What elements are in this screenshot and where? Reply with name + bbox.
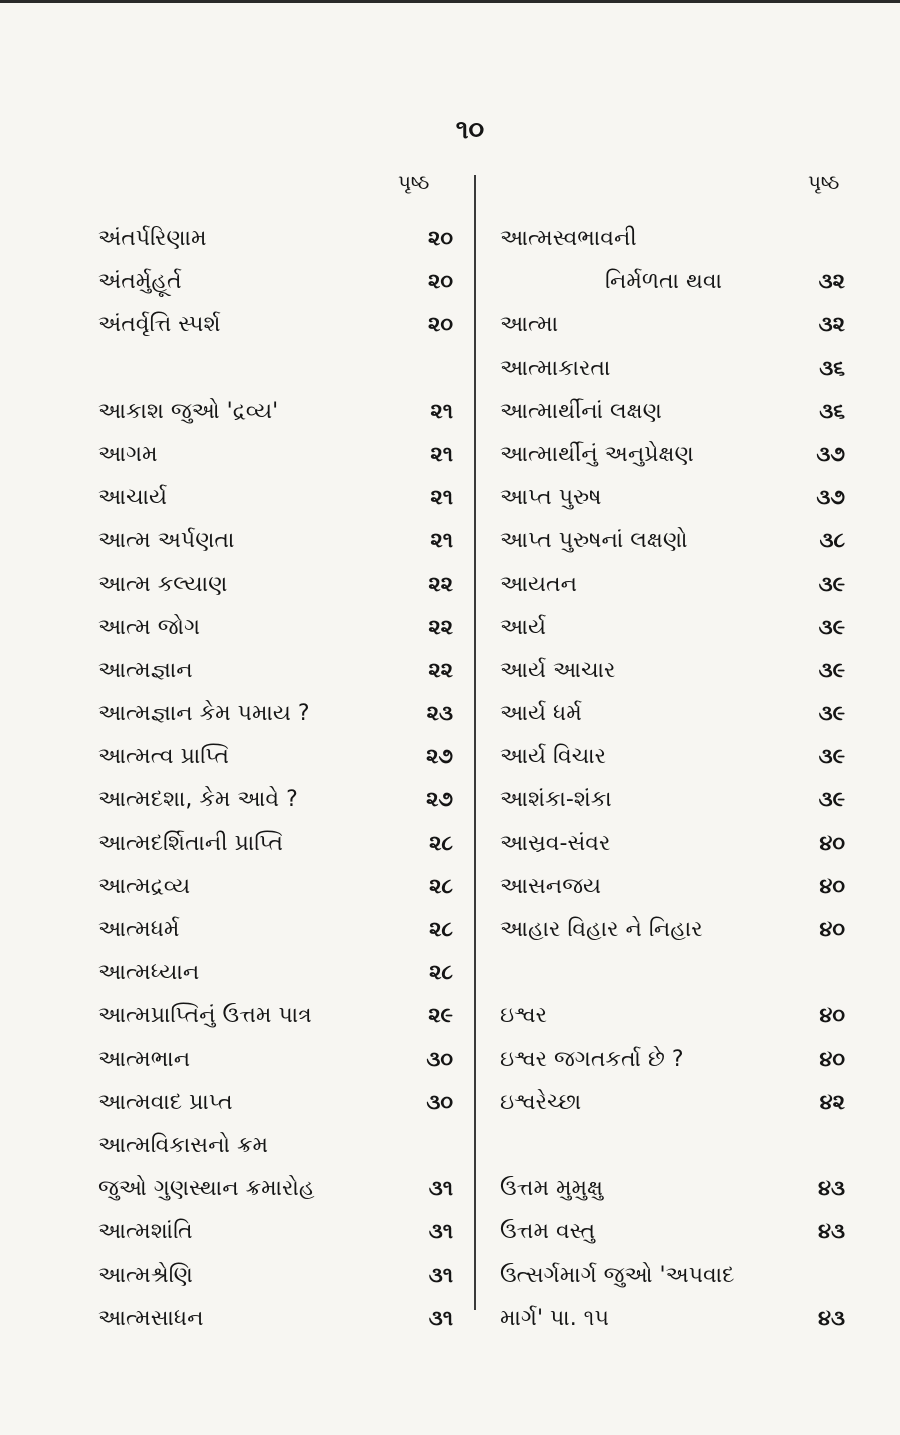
index-term: આત્માર્થીનાં લક્ષણ [500,398,662,424]
index-page: ૨૮ [429,917,453,941]
index-page: ૨૮ [429,960,453,985]
index-entry [500,692,845,735]
index-page: ૪૦ [819,1003,845,1028]
index-term: આસનજય [500,873,602,899]
index-term: આપ્ત પુરુષનાં લક્ષણો [500,528,688,554]
index-page: ૩૯ [818,744,845,769]
index-page: ૪૩ [817,1219,845,1244]
index-term: અંતર્મુહૂર્ત [98,269,182,295]
index-blank-row [500,1124,845,1167]
right-index-column [500,217,845,1340]
index-term: માર્ગ' પા. ૧૫ [500,1305,609,1331]
index-entry [500,433,845,476]
index-entry [98,390,453,433]
page-number: ૧૦ [455,115,485,145]
index-page: ૩૯ [818,657,845,682]
index-entry [98,1210,453,1253]
index-entry [98,1254,453,1297]
index-entry [98,217,453,260]
index-page: ૩૬ [819,398,845,423]
index-entry [500,347,845,390]
index-term: આત્મા [500,312,559,338]
index-page: ૩૨ [818,269,845,294]
index-entry [98,433,453,476]
index-entry [500,217,845,260]
index-entry [500,1297,845,1340]
index-term: અંતર્પરિણામ [98,226,207,251]
top-border-rule [0,0,900,3]
index-entry [98,908,453,951]
index-entry [500,260,845,303]
index-entry [500,563,845,606]
index-page: ૨૭ [426,744,453,769]
index-entry [98,260,453,303]
index-term: ઇશ્વરેચ્છા [500,1089,582,1115]
index-page: ૨૩ [426,701,453,726]
right-page-header: પૃષ્ઠ [808,170,840,194]
index-page: ૪૦ [819,1046,845,1071]
index-page: ૨૨ [428,657,453,682]
index-entry [98,692,453,735]
index-term: આયતન [500,571,577,597]
index-term: આત્મજ્ઞાન [98,657,193,683]
index-entry [98,563,453,606]
index-term: આગમ [98,441,158,467]
index-term: આત્મદશા, કેમ આવે ? [98,787,298,813]
index-term: આત્મસાધન [98,1305,204,1331]
index-entry [500,390,845,433]
index-term: આત્મસ્વભાવની [500,226,637,251]
index-term: આર્ય [500,614,547,640]
index-entry [500,649,845,692]
index-page: ૨૧ [430,441,453,466]
index-page: ૨૭ [426,787,453,812]
index-term: આત્મત્વ પ્રાપ્તિ [98,744,230,770]
index-term: આત્માર્થીનું અનુપ્રેક્ષણ [500,441,694,467]
index-page: ૪૦ [819,917,845,941]
left-page-header: પૃષ્ઠ [398,170,430,194]
index-term: આત્મધ્યાન [98,960,200,986]
index-page: ૨૦ [428,269,453,294]
index-term: આત્મશાંતિ [98,1219,193,1245]
index-page: ૩૧ [428,1219,453,1244]
index-term: આત્મદર્શિતાની પ્રાપ્તિ [98,830,283,856]
index-term: આત્મપ્રાપ્તિનું ઉત્તમ પાત્ર [98,1003,312,1029]
index-entry [500,606,845,649]
index-page: ૪૩ [817,1305,845,1330]
index-term: આત્મ અર્પણતા [98,528,235,554]
index-blank-row [98,347,453,390]
index-entry [98,1081,453,1124]
index-term: આત્મભાન [98,1046,191,1072]
index-term: આત્મ જોગ [98,614,201,640]
index-term: ઉત્સર્ગમાર્ગ જુઓ 'અપવાદ [500,1262,735,1288]
index-entry [500,1038,845,1081]
index-entry [500,994,845,1037]
index-term: આત્મવાદ પ્રાપ્ત [98,1089,233,1115]
index-entry [98,1297,453,1340]
index-term: આકાશ જુઓ 'દ્રવ્ય' [98,398,279,424]
index-entry [98,994,453,1037]
index-entry [500,865,845,908]
index-entry [98,822,453,865]
index-term: આત્મધર્મ [98,917,180,942]
index-term: જુઓ ગુણસ્થાન ક્રમારોહ [98,1176,315,1202]
index-entry [500,1254,845,1297]
index-term: આત્મવિકાસનો ક્રમ [98,1132,269,1158]
index-entry [98,303,453,346]
index-entry [500,1210,845,1253]
index-page: ૨૯ [428,1003,453,1028]
index-entry [98,1167,453,1210]
index-term: આચાર્ય [98,485,167,511]
index-page: ૨૦ [428,312,453,337]
index-page: ૨૮ [429,873,453,898]
index-term: ઉત્તમ મુમુક્ષુ [500,1176,604,1202]
index-entry [98,1038,453,1081]
index-entry [500,519,845,562]
index-entry [500,822,845,865]
index-term: આર્ય વિચાર [500,744,607,770]
index-term: આશંકા-શંકા [500,787,612,813]
index-term-continuation: નિર્મળતા થવા [605,269,722,295]
index-page: ૩૧ [428,1262,453,1287]
index-entry [98,865,453,908]
index-page: ૪૦ [819,873,845,898]
index-page: ૩૭ [816,485,845,510]
index-term: ઇશ્વર [500,1003,547,1029]
index-entry [98,778,453,821]
index-page: ૨૧ [430,485,453,510]
index-page: ૩૧ [428,1305,453,1330]
index-page: ૨૧ [430,398,453,423]
index-term: ઉત્તમ વસ્તુ [500,1219,596,1245]
index-page: ૨૧ [430,528,453,553]
index-page: ૨૦ [428,226,453,250]
index-term: આસ્રવ-સંવર [500,830,611,856]
index-entry [500,303,845,346]
index-page: ૪૦ [819,830,845,855]
index-term: આત્માકારતા [500,355,611,381]
index-term: આત્મ કલ્યાણ [98,571,228,597]
index-page: ૩૯ [818,787,845,812]
index-page: ૨૨ [428,614,453,639]
index-entry [500,1167,845,1210]
index-term: આત્મશ્રેણિ [98,1262,193,1288]
index-term: અંતર્વૃત્તિ સ્પર્શ [98,312,221,338]
column-divider [474,175,476,1310]
index-entry [98,1124,453,1167]
index-term: આપ્ત પુરુષ [500,485,602,511]
index-page: ૩૬ [819,355,845,380]
index-page: ૩૯ [818,614,845,639]
index-term: આર્ય આચાર [500,657,616,683]
index-term: ઇશ્વર જગતકર્તા છે ? [500,1046,684,1072]
index-page: ૩૦ [426,1046,453,1071]
index-page: ૩૨ [818,312,845,337]
index-entry [500,1081,845,1124]
index-term: આત્મદ્રવ્ય [98,873,191,899]
index-page: ૩૧ [428,1176,453,1201]
index-page: ૩૮ [819,528,845,553]
index-page: ૪૩ [817,1176,845,1201]
index-page: ૪૨ [819,1089,845,1114]
index-entry [98,606,453,649]
index-entry [500,735,845,778]
left-index-column [98,217,453,1340]
index-page: ૩૦ [426,1089,453,1114]
index-entry [98,649,453,692]
index-entry [98,476,453,519]
index-entry [500,778,845,821]
index-entry [500,476,845,519]
index-page: ૨૨ [428,571,453,596]
index-blank-row [500,951,845,994]
index-entry [98,519,453,562]
index-entry [98,735,453,778]
index-page: ૨૮ [429,830,453,855]
index-entry [98,951,453,994]
index-entry [500,908,845,951]
index-term: આહાર વિહાર ને નિહાર [500,917,703,942]
index-page: ૩૯ [818,571,845,596]
index-page: ૩૯ [818,701,845,726]
index-term: આત્મજ્ઞાન કેમ પમાય ? [98,701,310,727]
index-term: આર્ય ધર્મ [500,701,582,727]
index-page: ૩૭ [816,441,845,466]
